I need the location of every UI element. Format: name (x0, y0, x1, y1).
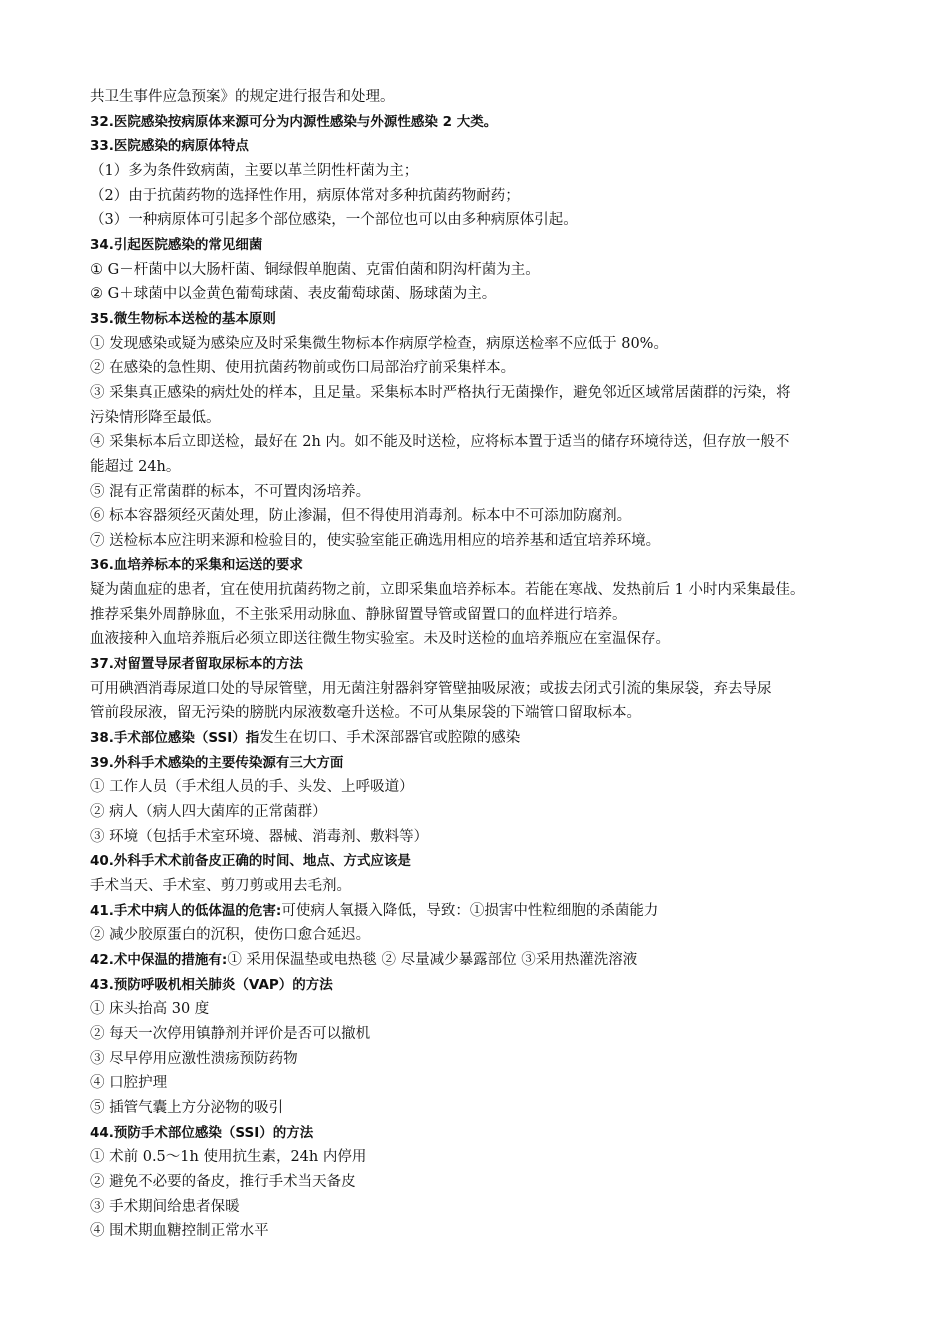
body-text-line: ① 术前 0.5～1h 使用抗生素，24h 内停用 (90, 1149, 367, 1166)
body-text-line: ② 减少胶原蛋白的沉积，使伤口愈合延迟。 (90, 927, 371, 944)
body-text-line: ② 病人（病人四大菌库的正常菌群） (90, 804, 327, 821)
body-text-line: （2）由于抗菌药物的选择性作用，病原体常对多种抗菌药物耐药； (90, 187, 520, 204)
body-text-line: ③ 尽早停用应激性溃疡预防药物 (90, 1050, 298, 1067)
body-text-line: ② 避免不必要的备皮，推行手术当天备皮 (90, 1173, 356, 1190)
inline-heading: 41.手术中病人的低体温的危害: (90, 902, 282, 919)
body-text-line: 管前段尿液，留无污染的膀胱内尿液数毫升送检。不可从集尿袋的下端管口留取标本。 (90, 705, 641, 722)
body-text-line: （1）多为条件致病菌，主要以革兰阴性杆菌为主； (90, 162, 419, 179)
body-text-line: ③ 手术期间给患者保暖 (90, 1198, 240, 1215)
heading-with-text (90, 899, 890, 924)
body-text-line: （3）一种病原体可引起多个部位感染，一个部位也可以由多种病原体引起。 (90, 212, 578, 229)
body-text-line: ⑤ 插管气囊上方分泌物的吸引 (90, 1099, 284, 1116)
section-heading: 39.外科手术感染的主要传染源有三大方面 (90, 754, 344, 771)
body-text-line: ① 工作人员（手术组人员的手、头发、上呼吸道） (90, 779, 414, 796)
inline-heading: 42.术中保温的措施有: (90, 951, 228, 968)
body-text-line: ② G＋球菌中以金黄色葡萄球菌、表皮葡萄球菌、肠球菌为主。 (90, 286, 497, 303)
body-text-line: ② 每天一次停用镇静剂并评价是否可以撤机 (90, 1025, 371, 1042)
body-text-line: 污染情形降至最低。 (90, 409, 221, 426)
body-text-line: 疑为菌血症的患者，宜在使用抗菌药物之前，立即采集血培养标本。若能在寒战、发热前后 1 小时内采集最佳。 (90, 582, 805, 599)
section-heading: 40.外科手术术前备皮正确的时间、地点、方式应该是 (90, 853, 411, 870)
section-heading: 37.对留置导尿者留取尿标本的方法 (90, 656, 303, 673)
body-text-line: 可用碘酒消毒尿道口处的导尿管壁，用无菌注射器斜穿管壁抽吸尿液；或拔去闭式引流的集尿袋，弃去导尿 (90, 680, 772, 697)
body-text-line: 血液接种入血培养瓶后必须立即送往微生物实验室。未及时送检的血培养瓶应在室温保存。 (90, 631, 670, 648)
section-heading: 35.微生物标本送检的基本原则 (90, 310, 276, 327)
body-text-line: ④ 围术期血糖控制正常水平 (90, 1223, 269, 1240)
inline-text: ① 采用保温垫或电热毯 ② 尽量减少暴露部位 ③采用热灌洗溶液 (227, 951, 638, 968)
section-heading: 44.预防手术部位感染（SSI）的方法 (90, 1124, 314, 1141)
body-text-line: ④ 口腔护理 (90, 1075, 168, 1092)
inline-heading: 38.手术部位感染（SSI）指 (90, 730, 260, 747)
section-heading: 33.医院感染的病原体特点 (90, 138, 249, 155)
body-text-line: ③ 采集真正感染的病灶处的样本，且足量。采集标本时严格执行无菌操作，避免邻近区域常居菌群的污染，将 (90, 384, 791, 401)
body-text-line: 手术当天、手术室、剪刀剪或用去毛剂。 (90, 878, 351, 894)
section-heading: 36.血培养标本的采集和运送的要求 (90, 557, 303, 574)
body-text-line: ⑦ 送检标本应注明来源和检验目的，使实验室能正确选用相应的培养基和适宜培养环境。 (90, 532, 661, 549)
document-page (90, 85, 890, 1244)
body-text-line: ① G－杆菌中以大肠杆菌、铜绿假单胞菌、克雷伯菌和阴沟杆菌为主。 (90, 261, 540, 278)
body-text-line: ① 床头抬高 30 度 (90, 1001, 210, 1018)
heading-with-text (90, 948, 890, 973)
section-heading: 34.引起医院感染的常见细菌 (90, 236, 263, 253)
inline-text: 发生在切口、手术深部器官或腔隙的感染 (259, 730, 521, 747)
body-text-line: 推荐采集外周静脉血，不主张采用动脉血、静脉留置导管或留置口的血样进行培养。 (90, 606, 627, 623)
heading-with-text (90, 726, 890, 751)
inline-text: 可使病人氧摄入降低，导致：①损害中性粒细胞的杀菌能力 (281, 902, 659, 919)
body-text-line: ⑥ 标本容器须经灭菌处理，防止渗漏，但不得使用消毒剂。标本中不可添加防腐剂。 (90, 508, 632, 525)
body-text-line: ② 在感染的急性期、使用抗菌药物前或伤口局部治疗前采集样本。 (90, 360, 516, 377)
body-text-line: 共卫生事件应急预案》的规定进行报告和处理。 (90, 89, 395, 105)
body-text-line: ① 发现感染或疑为感染应及时采集微生物标本作病原学检查，病原送检率不应低于 80%。 (90, 335, 668, 352)
body-text-line: ⑤ 混有正常菌群的标本，不可置肉汤培养。 (90, 483, 371, 500)
body-text-line: ③ 环境（包括手术室环境、器械、消毒剂、敷料等） (90, 828, 429, 845)
body-text-line: 能超过 24h。 (90, 458, 181, 475)
section-heading: 32.医院感染按病原体来源可分为内源性感染与外源性感染 2 大类。 (90, 113, 498, 130)
body-text-line: ④ 采集标本后立即送检，最好在 2h 内。如不能及时送检，应将标本置于适当的储存环境待送，但存放一般不 (90, 434, 790, 451)
section-heading: 43.预防呼吸机相关肺炎（VAP）的方法 (90, 976, 333, 993)
